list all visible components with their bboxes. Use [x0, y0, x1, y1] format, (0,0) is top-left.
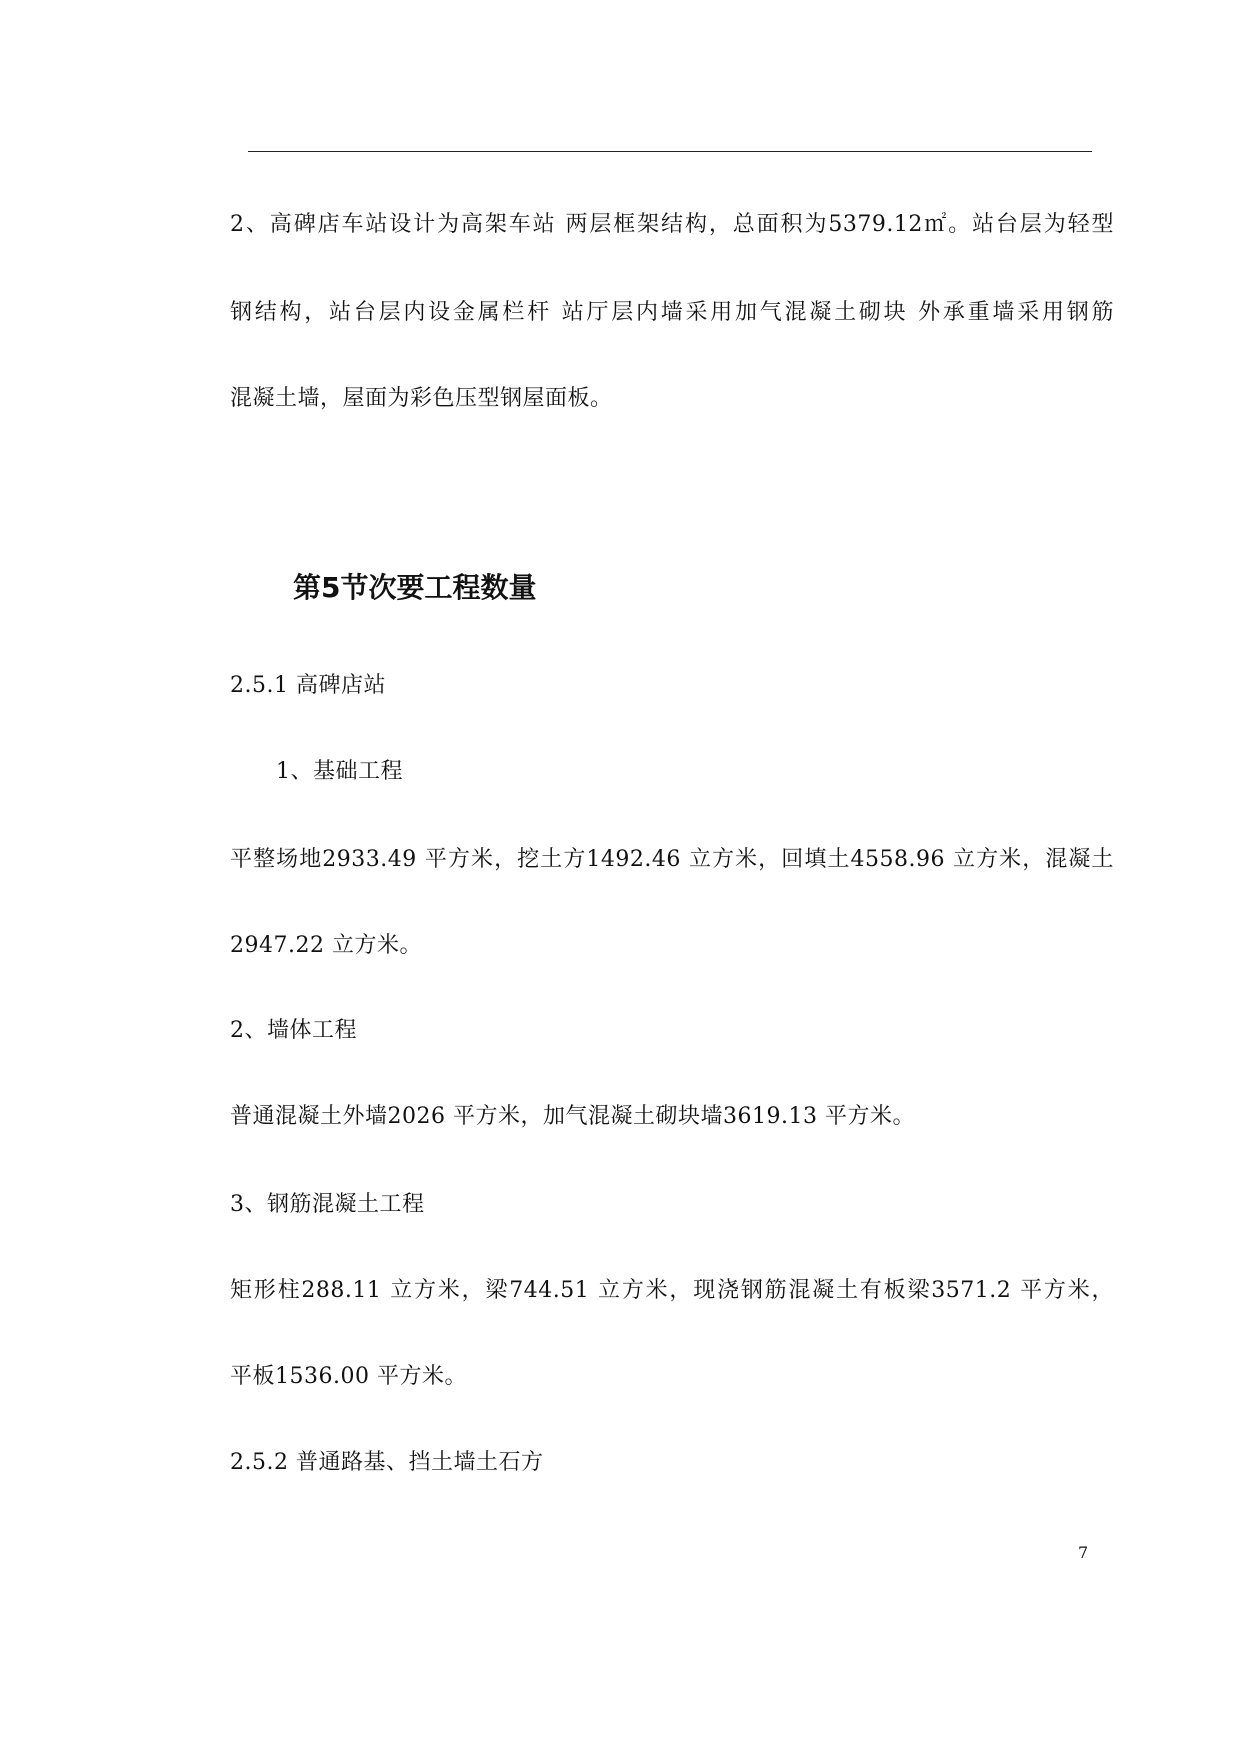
page-number: 7 [1078, 1543, 1089, 1562]
item-title-foundation: 1、基础工程 [276, 759, 403, 784]
section-title: 第5节次要工程数量 [293, 571, 537, 604]
subsection-heading-2-5-1: 2.5.1 高碑店站 [230, 673, 386, 698]
reinforced-concrete-line-1: 矩形柱288.11 立方米，梁744.51 立方米，现浇钢筋混凝土有板梁3571.2 平方米， [230, 1278, 1114, 1303]
intro-line-2: 钢结构，站台层内设金属栏杆 站厅层内墙采用加气混凝土砌块 外承重墙采用钢筋 [230, 300, 1114, 325]
header-rule [248, 151, 1092, 152]
foundation-line-1: 平整场地2933.49 平方米，挖土方1492.46 立方米，回填土4558.96 立方米，混凝土 [230, 847, 1114, 872]
intro-line-1: 2、高碑店车站设计为高架车站 两层框架结构，总面积为5379.12㎡。站台层为轻型 [230, 212, 1114, 237]
subsection-heading-2-5-2: 2.5.2 普通路基、挡土墙土石方 [230, 1450, 544, 1475]
foundation-line-2: 2947.22 立方米。 [230, 933, 422, 958]
wall-line-1: 普通混凝土外墙2026 平方米，加气混凝土砌块墙3619.13 平方米。 [230, 1104, 915, 1129]
item-title-wall: 2、墙体工程 [230, 1018, 357, 1043]
intro-line-3: 混凝土墙，屋面为彩色压型钢屋面板。 [230, 386, 613, 411]
reinforced-concrete-line-2: 平板1536.00 平方米。 [230, 1364, 467, 1389]
item-title-reinforced-concrete: 3、钢筋混凝土工程 [230, 1192, 425, 1217]
